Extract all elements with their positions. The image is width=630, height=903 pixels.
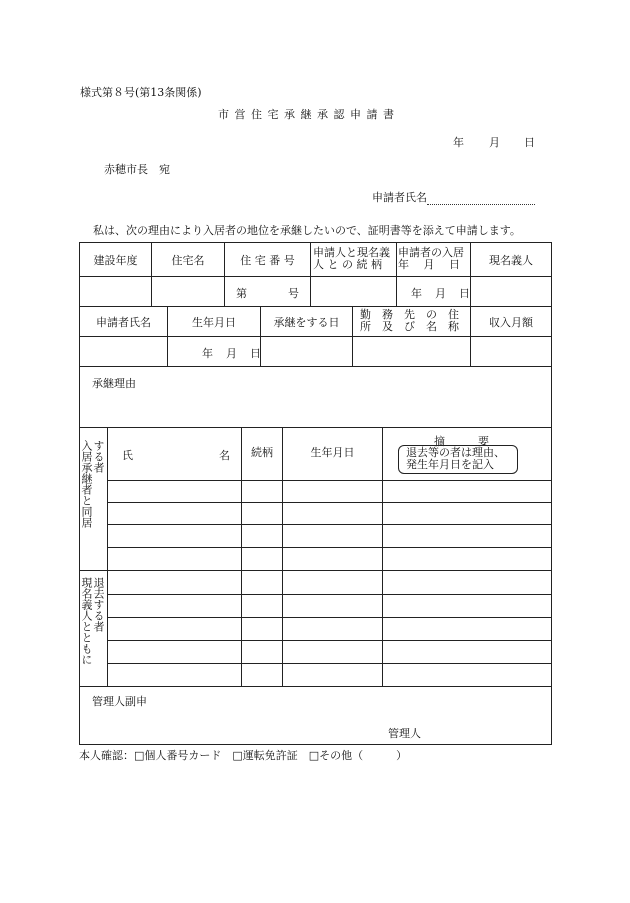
leaving-side-label-short: 退去する者: [92, 577, 105, 632]
name-header-a: 氏: [122, 449, 133, 462]
remarks-note: [406, 447, 505, 471]
name-header-b: 名: [219, 449, 230, 462]
birth-date-header: 生年月日: [192, 315, 236, 329]
manager-endorsement-label: 管理人副申: [92, 695, 147, 708]
birth-day: 日: [250, 347, 261, 360]
cohabitant-side-label: 入居承継者と同居: [80, 440, 93, 528]
form-number: 様式第８号(第13条関係): [80, 86, 202, 99]
succession-reason-label: 承継理由: [92, 377, 136, 390]
move-in-month: 月: [435, 287, 446, 300]
cohabitant-side-label-short: する者: [92, 440, 105, 473]
date-day: 日: [524, 136, 535, 149]
form-title: 市 営 住 宅 承 継 承 認 申 請 書: [218, 108, 395, 121]
move-in-header: [398, 247, 464, 271]
date-month: 月: [489, 136, 500, 149]
relation-header-line1: 申請人と現名義: [313, 246, 390, 259]
addressee: 赤穂市長 宛: [104, 163, 170, 176]
birth-month: 月: [226, 347, 237, 360]
workplace-header-line1: 勤 務 先 の 住: [360, 308, 459, 321]
succession-date-header: 承継をする日: [273, 315, 340, 329]
monthly-income-header: 収入月額: [489, 315, 533, 329]
housing-number-dai: 第: [236, 287, 247, 300]
applicant-name-field[interactable]: [427, 194, 535, 205]
relation-header: [313, 247, 390, 271]
identity-check: 本人確認：□個人番号カード □運転免許証 □その他（ ）: [79, 749, 408, 762]
remarks-title: 摘 要: [434, 435, 489, 448]
workplace-header: [360, 309, 459, 333]
housing-name-header: 住宅名: [171, 253, 205, 267]
housing-number-gou: 号: [288, 287, 299, 300]
built-year-header: 建設年度: [93, 253, 138, 267]
statement-text: 私は、次の理由により入居者の地位を承継したいので、証明書等を添えて申請します。: [93, 224, 521, 237]
workplace-header-line2: 所 及 び 名 称: [360, 320, 459, 333]
leaving-side-label: 現名義人とともに: [80, 577, 93, 665]
remarks-note-line2: 発生年月日を記入: [406, 458, 494, 471]
relation-col-header: 続柄: [251, 446, 273, 459]
birth-year: 年: [202, 347, 213, 360]
remarks-note-line1: 退去等の者は理由、: [406, 446, 505, 459]
birth-col-header: 生年月日: [310, 446, 355, 459]
move-in-year: 年: [411, 287, 422, 300]
move-in-header-line2: 年 月 日: [398, 258, 460, 271]
applicant-name-label: 申請者氏名: [372, 191, 427, 204]
applicant-name-header: 申請者氏名: [96, 315, 151, 329]
date-year: 年: [453, 136, 464, 149]
applicant-name-line: [372, 189, 535, 205]
relation-header-line2: 人 と の 続 柄: [313, 258, 382, 271]
manager-signature-label: 管理人: [388, 727, 421, 740]
move-in-day: 日: [459, 287, 470, 300]
current-holder-header: 現名義人: [489, 253, 533, 267]
move-in-header-line1: 申請者の入居: [398, 246, 464, 259]
housing-number-header: 住 宅 番 号: [240, 253, 295, 267]
